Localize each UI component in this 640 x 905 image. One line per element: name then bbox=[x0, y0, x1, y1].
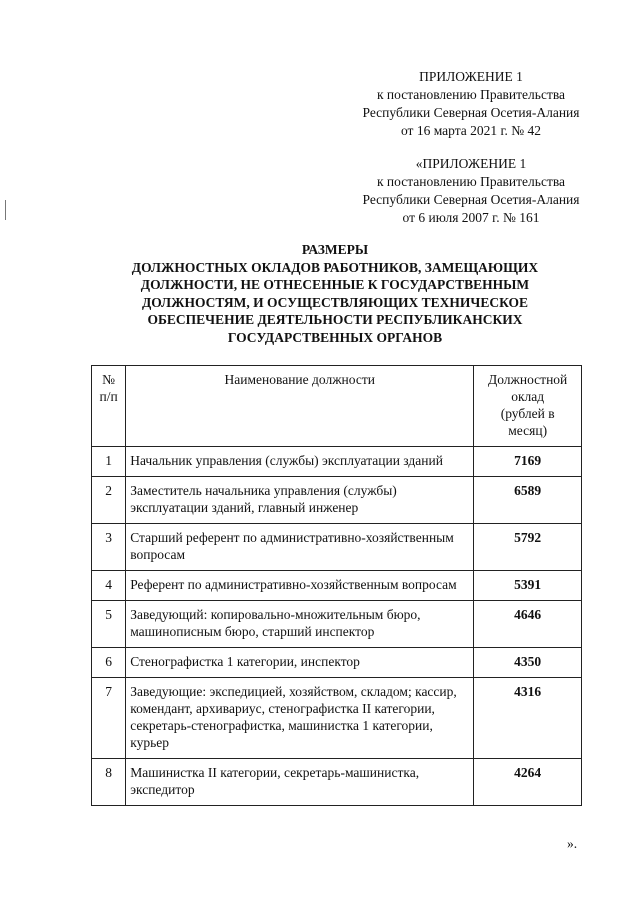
header-salary-line4: месяц) bbox=[508, 423, 548, 438]
row-position: Заместитель начальника управления (службы) эксплуатации зданий, главный инженер bbox=[126, 477, 474, 524]
row-position: Заведующие: экспедицией, хозяйством, складом; кассир, комендант, архивариус, стенографистка II категории, секретарь-стенографистка, машинистка 1 категории, курьер bbox=[126, 678, 474, 759]
header-salary bbox=[474, 366, 582, 447]
title-line-4: ДОЛЖНОСТЯМ, И ОСУЩЕСТВЛЯЮЩИХ ТЕХНИЧЕСКОЕ bbox=[141, 294, 529, 310]
annex-current-header bbox=[336, 68, 606, 140]
row-salary: 4264 bbox=[474, 759, 582, 806]
table-header-row bbox=[92, 366, 582, 447]
row-salary: 4646 bbox=[474, 601, 582, 648]
row-number: 6 bbox=[92, 648, 126, 678]
row-salary: 4316 bbox=[474, 678, 582, 759]
document-title bbox=[90, 241, 580, 346]
title-line-2: ДОЛЖНОСТНЫХ ОКЛАДОВ РАБОТНИКОВ, ЗАМЕЩАЮЩИХ bbox=[131, 259, 539, 275]
row-salary: 4350 bbox=[474, 648, 582, 678]
annex-original-header bbox=[336, 155, 606, 227]
row-position: Референт по административно-хозяйственным вопросам bbox=[126, 571, 474, 601]
table-row bbox=[92, 759, 582, 806]
row-number: 2 bbox=[92, 477, 126, 524]
header-salary-line3: (рублей в bbox=[500, 406, 555, 421]
row-number: 8 bbox=[92, 759, 126, 806]
table-row bbox=[92, 571, 582, 601]
title-line-1: РАЗМЕРЫ bbox=[301, 242, 369, 257]
header-number-line2: п/п bbox=[99, 389, 118, 404]
annex-current-line1: к постановлению Правительства bbox=[376, 87, 566, 102]
title-line-5: ОБЕСПЕЧЕНИЕ ДЕЯТЕЛЬНОСТИ РЕСПУБЛИКАНСКИХ bbox=[147, 312, 523, 327]
annex-original-line2: Республики Северная Осетия-Алания bbox=[362, 192, 580, 207]
table-row bbox=[92, 477, 582, 524]
row-position: Старший референт по административно-хозяйственным вопросам bbox=[126, 524, 474, 571]
table-row bbox=[92, 678, 582, 759]
annex-original-line3: от 6 июля 2007 г. № 161 bbox=[402, 210, 540, 225]
annex-current-line2: Республики Северная Осетия-Алания bbox=[362, 105, 580, 120]
row-salary: 5391 bbox=[474, 571, 582, 601]
row-number: 7 bbox=[92, 678, 126, 759]
row-position: Машинистка II категории, секретарь-машинистка, экспедитор bbox=[126, 759, 474, 806]
row-salary: 5792 bbox=[474, 524, 582, 571]
closing-quote-mark: ». bbox=[567, 836, 578, 851]
row-number: 5 bbox=[92, 601, 126, 648]
title-line-3: ДОЛЖНОСТИ, НЕ ОТНЕСЕННЫЕ К ГОСУДАРСТВЕННЫМ bbox=[140, 277, 530, 292]
table-row bbox=[92, 447, 582, 477]
row-number: 3 bbox=[92, 524, 126, 571]
annex-current-title: ПРИЛОЖЕНИЕ 1 bbox=[419, 69, 523, 84]
row-salary: 7169 bbox=[474, 447, 582, 477]
header-number bbox=[92, 366, 126, 447]
row-position: Стенографистка 1 категории, инспектор bbox=[126, 648, 474, 678]
header-number-line1: № bbox=[102, 372, 116, 387]
annex-original-line1: к постановлению Правительства bbox=[376, 174, 566, 189]
header-position: Наименование должности bbox=[126, 366, 474, 447]
header-salary-line1: Должностной bbox=[488, 372, 568, 387]
table-row bbox=[92, 648, 582, 678]
header-salary-line2: оклад bbox=[511, 389, 545, 404]
title-line-6: ГОСУДАРСТВЕННЫХ ОРГАНОВ bbox=[227, 329, 443, 345]
annex-current-line3: от 16 марта 2021 г. № 42 bbox=[400, 123, 542, 138]
table-row bbox=[92, 524, 582, 571]
row-salary: 6589 bbox=[474, 477, 582, 524]
row-position: Начальник управления (службы) эксплуатации зданий bbox=[126, 447, 474, 477]
annex-original-title: «ПРИЛОЖЕНИЕ 1 bbox=[415, 156, 527, 171]
row-position: Заведующий: копировально-множительным бюро, машинописным бюро, старший инспектор bbox=[126, 601, 474, 648]
table-row bbox=[92, 601, 582, 648]
scan-margin-mark bbox=[5, 200, 6, 220]
row-number: 1 bbox=[92, 447, 126, 477]
row-number: 4 bbox=[92, 571, 126, 601]
salary-table bbox=[91, 365, 582, 806]
